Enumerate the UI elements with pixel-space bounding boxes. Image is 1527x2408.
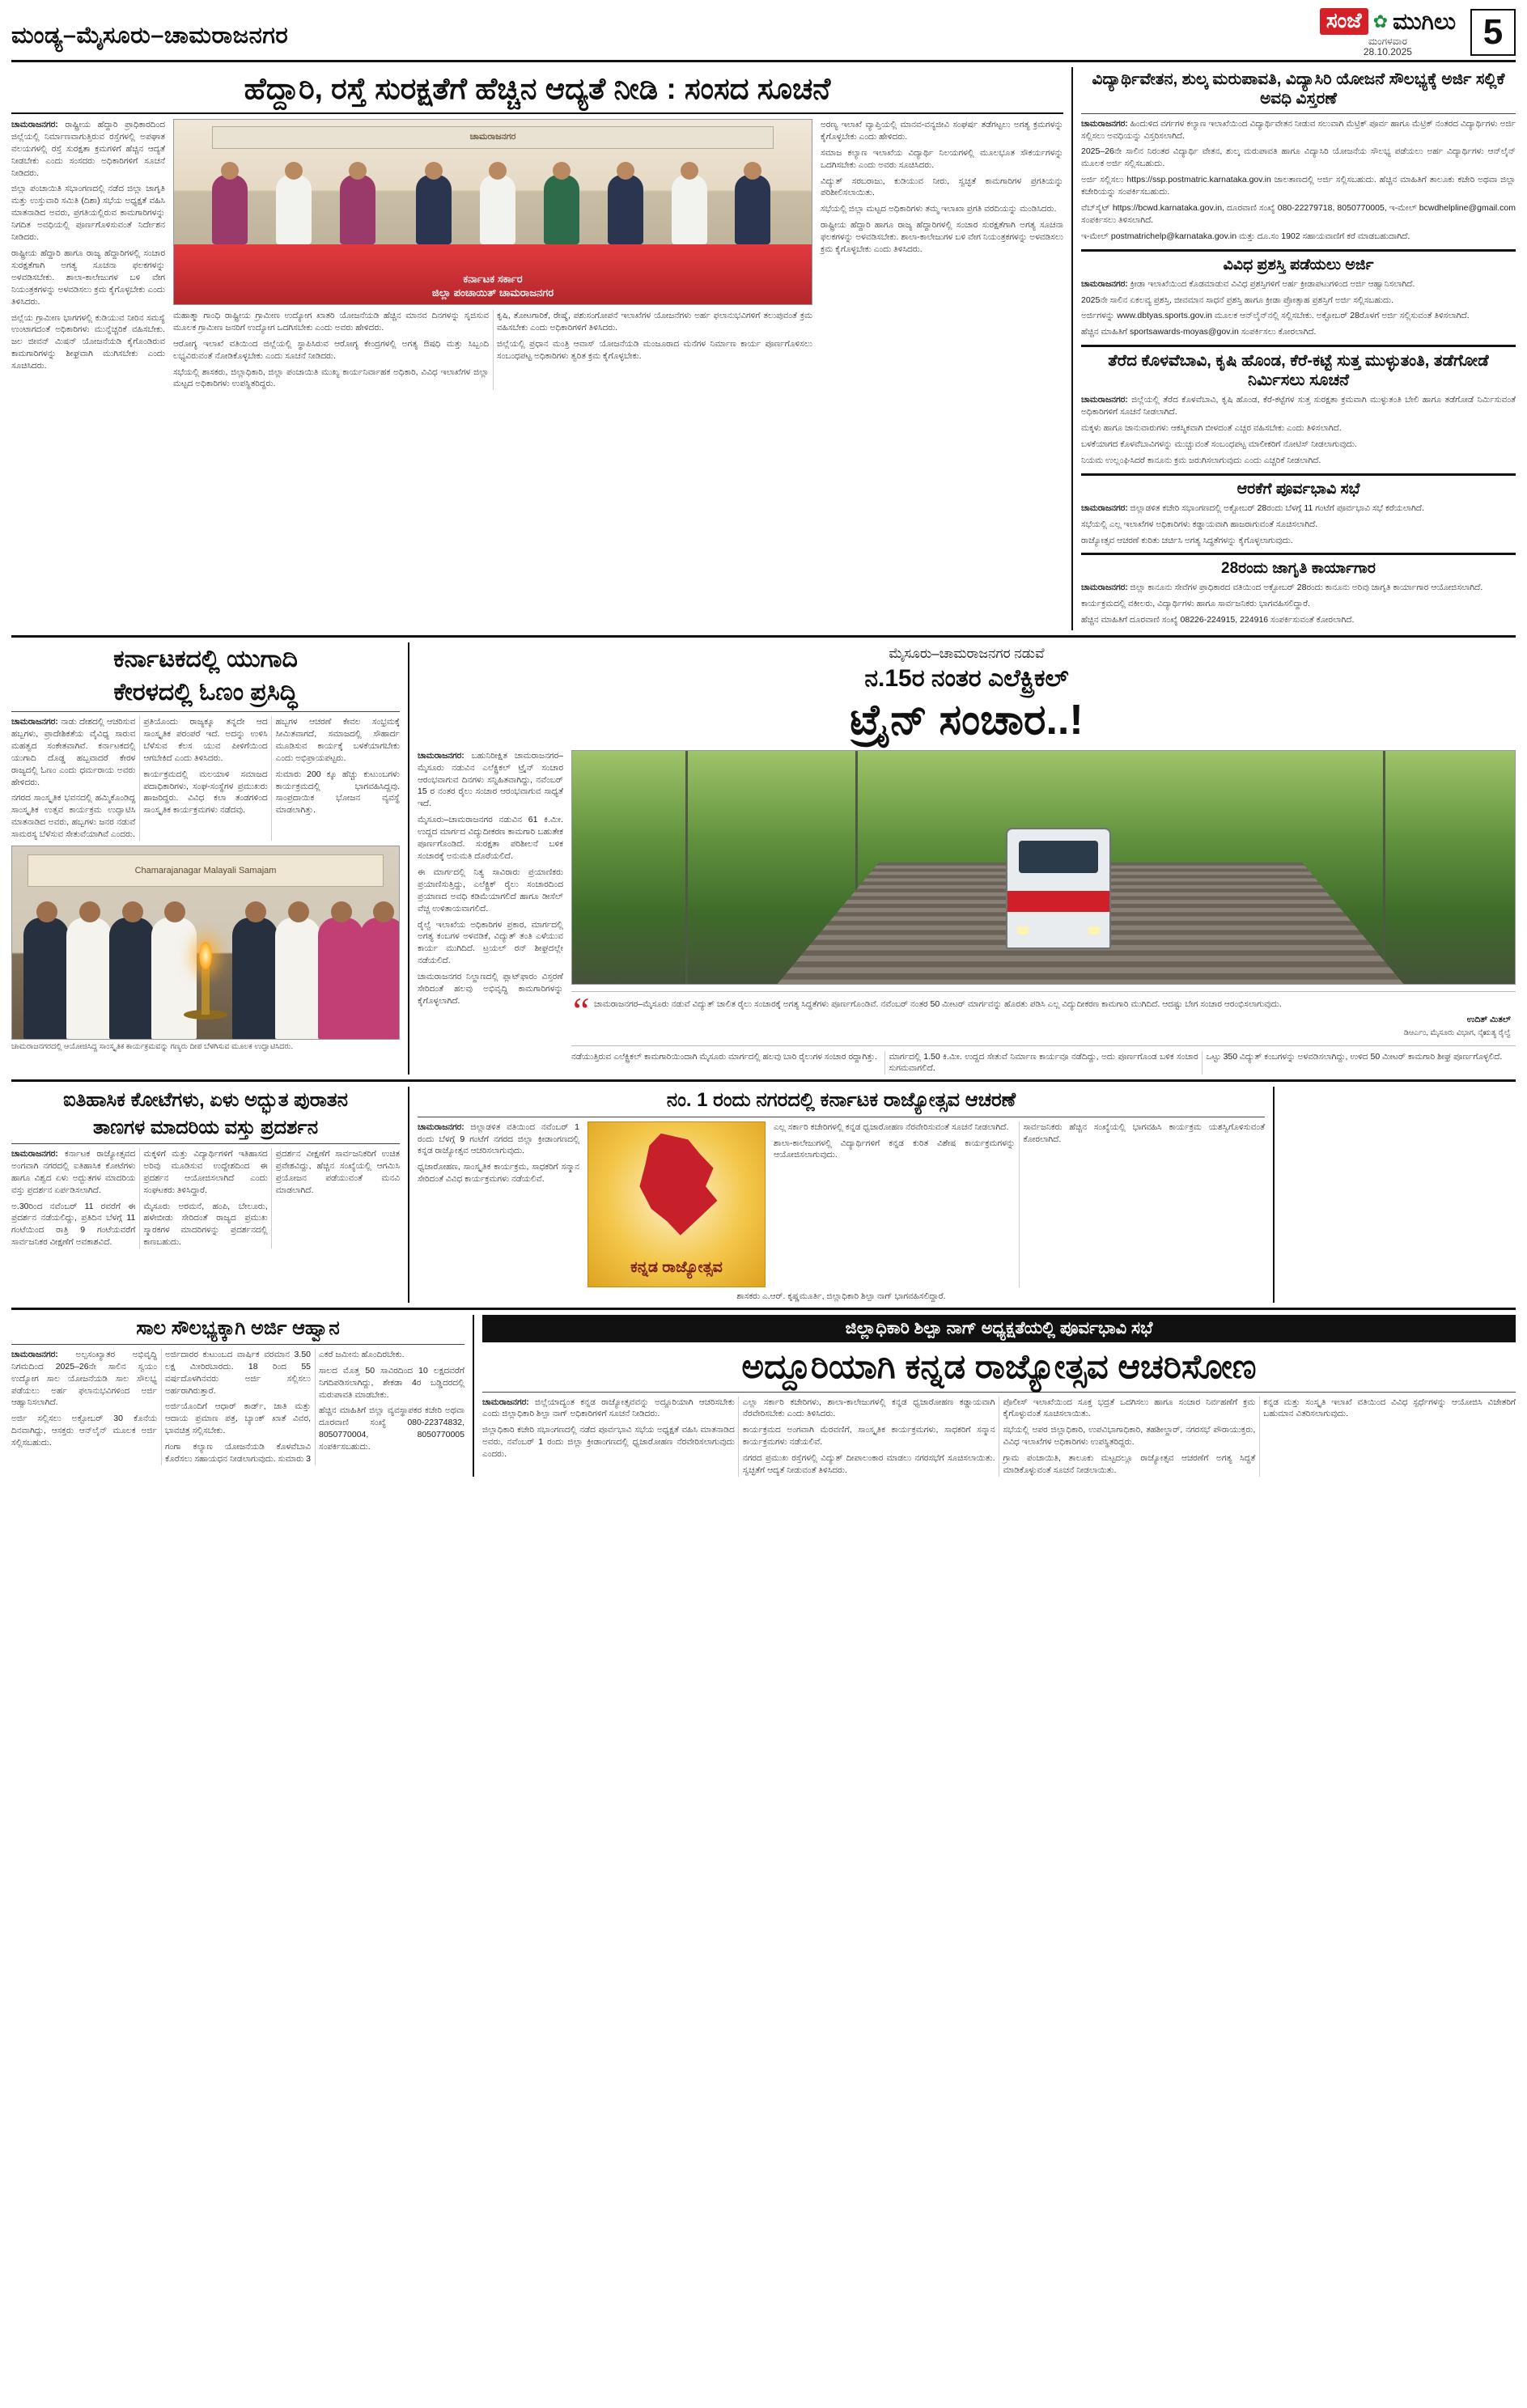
- lead-para-6-dup: ರಾಷ್ಟ್ರೀಯ ಹೆದ್ದಾರಿ ಹಾಗೂ ರಾಜ್ಯ ಹೆದ್ದಾರಿಗಳಲ್ಲಿ ಸಂಚಾರ ಸುರಕ್ಷತೆಗಾಗಿ ಅಗತ್ಯ ಸೂಚನಾ ಫಲಕಗಳನ್ನು ಅಳವಡಿಸಬೇಕು. ಶಾಲಾ-ಕಾಲೇಜುಗಳ ಬಳಿ ವೇಗ ನಿಯಂತ್ರಕಗಳನ್ನು ಅಳವಡಿಸಲು ಕ್ರಮ ಕೈಗೊಳ್ಳಬೇಕು ಎಂದು ತಿಳಿಸಿದರು.: [821, 220, 1063, 255]
- lead-para-3: ಜಿಲ್ಲೆಯ ಗ್ರಾಮೀಣ ಭಾಗಗಳಲ್ಲಿ ಕುಡಿಯುವ ನೀರಿನ ಸಮಸ್ಯೆ ಉಂಟಾಗದಂತೆ ಅಧಿಕಾರಿಗಳು ಮುನ್ನೆಚ್ಚರಿಕೆ ವಹಿಸಬೇಕು. ಜಲ ಜೀವನ್ ಮಿಷನ್ ಯೋಜನೆಯಡಿ ಕೈಗೊಂಡಿರುವ ಕಾಮಗಾರಿಗಳನ್ನು ಶೀಘ್ರವಾಗಿ ಮುಗಿಸಬೇಕು ಎಂದು ಸೂಚಿಸಿದರು.: [11, 312, 165, 371]
- train-para-1: ಮೈಸೂರು–ಚಾಮರಾಜನಗರ ನಡುವಿನ 61 ಕಿ.ಮೀ. ಉದ್ದದ ಮಾರ್ಗದ ವಿದ್ಯುದೀಕರಣ ಕಾಮಗಾರಿ ಬಹುತೇಕ ಪೂರ್ಣಗೊಂಡಿದೆ. ಸುರಕ್ಷತಾ ಪರಿಶೀಲನೆ ಬಳಿಕ ಸಂಚಾರಕ್ಕೆ ಅನುಮತಿ ದೊರೆಯಲಿದೆ.: [418, 815, 563, 861]
- bottom-right-band: ಜಿಲ್ಲಾಧಿಕಾರಿ ಶಿಲ್ಪಾ ನಾಗ್ ಅಧ್ಯಕ್ಷತೆಯಲ್ಲಿ ಪೂರ್ವಭಾವಿ ಸಭೆ: [482, 1315, 1516, 1342]
- lead-para-0: ರಾಷ್ಟ್ರೀಯ ಹೆದ್ದಾರಿ ಪ್ರಾಧಿಕಾರದಿಂದ ಜಿಲ್ಲೆಯಲ್ಲಿ ನಿರ್ಮಾಣವಾಗುತ್ತಿರುವ ರಸ್ತೆಗಳಲ್ಲಿ ಅಪಘಾತ ವಲಯಗಳಲ್ಲಿ ರಸ್ತೆ ಸುರಕ್ಷತಾ ಕ್ರಮಗಳಿಗೆ ಹೆಚ್ಚಿನ ಆದ್ಯತೆ ನೀಡಬೇಕು ಎಂದು ಸಂಸದರು ಅಧಿಕಾರಿಗಳಿಗೆ ಸೂಚನೆ ನೀಡಿದರು.: [11, 119, 166, 178]
- bottom-right-dateline: ಚಾಮರಾಜನಗರ:: [482, 1397, 529, 1407]
- sidebar-item5-para-1: ಕಾರ್ಯಕ್ರಮದಲ್ಲಿ ವಕೀಲರು, ವಿದ್ಯಾರ್ಥಿಗಳು ಹಾಗೂ ಸಾರ್ವಜನಿಕರು ಭಾಗವಹಿಸಲಿದ್ದಾರೆ.: [1081, 599, 1310, 609]
- train-graphic: [1006, 828, 1111, 949]
- bottom-left-story: [11, 1315, 464, 1477]
- sidebar-item3-dateline: ಚಾಮರಾಜನಗರ:: [1081, 395, 1128, 405]
- train-pullquote: [571, 991, 1516, 1046]
- train-headline-line1: ನ.15ರ ನಂತರ ಎಲೆಕ್ಟ್ರಿಕಲ್: [864, 665, 1069, 692]
- bottom-right-para-8: ಕನ್ನಡ ಮತ್ತು ಸಂಸ್ಕೃತಿ ಇಲಾಖೆ ವತಿಯಿಂದ ವಿವಿಧ ಸ್ಪರ್ಧೆಗಳನ್ನು ಆಯೋಜಿಸಿ ವಿಜೇತರಿಗೆ ಬಹುಮಾನ ವಿತರಿಸಲಾಗುವುದು.: [1263, 1397, 1516, 1419]
- train-para-0: ಬಹುನಿರೀಕ್ಷಿತ ಚಾಮರಾಜನಗರ–ಮೈಸೂರು ನಡುವಿನ ಎಲೆಕ್ಟ್ರಿಕಲ್ ಟ್ರೈನ್ ಸಂಚಾರ ಆರಂಭವಾಗುವ ದಿನಗಳು ಸನ್ನಿಹಿತವಾಗಿದ್ದು, ನವೆಂಬರ್ 15 ರ ನಂತರ ರೈಲು ಸಂಚಾರ ಆರಂಭವಾಗುವ ಸಾಧ್ಯತೆ ಇದೆ.: [418, 750, 564, 809]
- bottom-right-para-2: ಎಲ್ಲಾ ಸರ್ಕಾರಿ ಕಚೇರಿಗಳು, ಶಾಲಾ-ಕಾಲೇಜುಗಳಲ್ಲಿ ಕನ್ನಡ ಧ್ವಜಾರೋಹಣ ಕಡ್ಡಾಯವಾಗಿ ನೆರವೇರಿಸಬೇಕು ಎಂದು ತಿಳಿಸಿದರು.: [742, 1397, 995, 1419]
- lead-para-1: ಜಿಲ್ಲಾ ಪಂಚಾಯಿತಿ ಸಭಾಂಗಣದಲ್ಲಿ ನಡೆದ ಜಿಲ್ಲಾ ಜಾಗೃತಿ ಮತ್ತು ಉಸ್ತುವಾರಿ ಸಮಿತಿ (ದಿಶಾ) ಸಭೆಯ ಅಧ್ಯಕ್ಷತೆ ವಹಿಸಿ ಮಾತನಾಡಿದ ಅವರು, ಪ್ರಗತಿಯಲ್ಲಿರುವ ಕಾಮಗಾರಿಗಳನ್ನು ನಿಗದಿತ ಅವಧಿಯಲ್ಲಿ ಪೂರ್ಣಗೊಳಿಸುವಂತೆ ನಿರ್ದೇಶನ ನೀಡಿದರು.: [11, 184, 165, 243]
- yugadi-para-1: ನಗರದ ಸಾಂಸ್ಕೃತಿಕ ಭವನದಲ್ಲಿ ಹಮ್ಮಿಕೊಂಡಿದ್ದ ಸಾಂಸ್ಕೃತಿಕ ಉತ್ಸವ ಕಾರ್ಯಕ್ರಮ ಉದ್ಘಾಟಿಸಿ ಮಾತನಾಡಿದ ಅವರು, ಹಬ್ಬಗಳು ಜನರ ನಡುವೆ ಸಾಮರಸ್ಯ ಬೆಳೆಸುವ ಸೇತುವೆಯಾಗಿವೆ ಎಂದರು.: [11, 793, 136, 840]
- sidebar-item2-body: [1081, 278, 1516, 339]
- bottom-left-body: [11, 1349, 464, 1465]
- exhibit-para-4: ಪ್ರದರ್ಶನ ವೀಕ್ಷಣೆಗೆ ಸಾರ್ವಜನಿಕರಿಗೆ ಉಚಿತ ಪ್ರವೇಶವಿದ್ದು, ಹೆಚ್ಚಿನ ಸಂಖ್ಯೆಯಲ್ಲಿ ಆಗಮಿಸಿ ಪ್ರಯೋಜನ ಪಡೆಯುವಂತೆ ಮನವಿ ಮಾಡಲಾಗಿದೆ.: [275, 1148, 400, 1195]
- train-photo: [571, 750, 1516, 985]
- train-kicker: ಮೈಸೂರು–ಚಾಮರಾಜನಗರ ನಡುವೆ: [889, 646, 1045, 661]
- sidebar-item4-para-2: ರಾಜ್ಯೋತ್ಸವ ಆಚರಣೆ ಕುರಿತು ಚರ್ಚಿಸಿ ಅಗತ್ಯ ಸಿದ್ಧತೆಗಳನ್ನು ಕೈಗೊಳ್ಳಲಾಗುವುದು.: [1081, 535, 1293, 545]
- sidebar-item4-headline: ಆರಕೆಗೆ ಪೂರ್ವಭಾವಿ ಸಭೆ: [1236, 480, 1360, 498]
- rajyotsava-para-1: ಧ್ವಜಾರೋಹಣ, ಸಾಂಸ್ಕೃತಿಕ ಕಾರ್ಯಕ್ರಮ, ಸಾಧಕರಿಗೆ ಸನ್ಮಾನ ಸೇರಿದಂತೆ ವಿವಿಧ ಕಾರ್ಯಕ್ರಮಗಳು ನಡೆಯಲಿವೆ.: [418, 1162, 579, 1185]
- bottom-right-para-1: ಜಿಲ್ಲಾಧಿಕಾರಿ ಕಚೇರಿ ಸಭಾಂಗಣದಲ್ಲಿ ನಡೆದ ಪೂರ್ವಭಾವಿ ಸಭೆಯ ಅಧ್ಯಕ್ಷತೆ ವಹಿಸಿ ಮಾತನಾಡಿದ ಅವರು, ನವೆಂಬರ್ 1 ರಂದು ಜಿಲ್ಲಾ ಕ್ರೀಡಾಂಗಣದಲ್ಲಿ ಧ್ವಜಾರೋಹಣ ನೆರವೇರಿಸಲಾಗುವುದು ಎಂದರು.: [482, 1425, 735, 1460]
- photo-table-line-1: ಕರ್ನಾಟಕ ಸರ್ಕಾರ: [463, 273, 523, 286]
- sidebar-item1-para-1: 2025–26ನೇ ಸಾಲಿನ ನಿರಂತರ ವಿದ್ಯಾರ್ಥಿ ವೇತನ, ಶುಲ್ಕ ಮರುಪಾವತಿ ಹಾಗೂ ವಿದ್ಯಾಸಿರಿ ಯೋಜನೆಯ ಸೌಲಭ್ಯ ಪಡೆಯಲು ಅರ್ಹ ವಿದ್ಯಾರ್ಥಿಗಳು ಆನ್‌ಲೈನ್ ಮೂಲಕ ಅರ್ಜಿ ಸಲ್ಲಿಸಬಹುದು.: [1081, 146, 1516, 169]
- sidebar-item2-dateline: ಚಾಮರಾಜನಗರ:: [1081, 278, 1128, 289]
- exhibit-body: [11, 1148, 400, 1249]
- sidebar-item3-para-3: ನಿಯಮ ಉಲ್ಲಂಘಿಸಿದರೆ ಕಾನೂನು ಕ್ರಮ ಜರುಗಿಸಲಾಗುವುದು ಎಂದು ಎಚ್ಚರಿಕೆ ನೀಡಲಾಗಿದೆ.: [1081, 456, 1321, 466]
- lead-col-2-text: [173, 310, 812, 390]
- bottom-right-para-6: ಸಭೆಯಲ್ಲಿ ಅಪರ ಜಿಲ್ಲಾಧಿಕಾರಿ, ಉಪವಿಭಾಗಾಧಿಕಾರಿ, ತಹಶೀಲ್ದಾರ್, ನಗರಸಭೆ ಪೌರಾಯುಕ್ತರು, ವಿವಿಧ ಇಲಾಖೆಗಳ ಅಧಿಕಾರಿಗಳು ಉಪಸ್ಥಿತರಿದ್ದರು.: [1003, 1425, 1256, 1448]
- rajyotsava-para-3: ಶಾಲಾ-ಕಾಲೇಜುಗಳಲ್ಲಿ ವಿದ್ಯಾರ್ಥಿಗಳಿಗೆ ಕನ್ನಡ ಕುರಿತ ವಿಶೇಷ ಕಾರ್ಯಕ್ರಮಗಳನ್ನು ಆಯೋಜಿಸಲಾಗುವುದು.: [774, 1138, 1016, 1160]
- exhibit-headline-line2: ತಾಣಗಳ ಮಾದರಿಯ ವಸ್ತು ಪ್ರದರ್ಶನ: [92, 1116, 319, 1138]
- sidebar-item3-para-0: ಜಿಲ್ಲೆಯಲ್ಲಿ ತೆರೆದ ಕೊಳವೆಬಾವಿ, ಕೃಷಿ ಹೊಂಡ, ಕೆರೆ-ಕಟ್ಟೆಗಳ ಸುತ್ತ ಸುರಕ್ಷತಾ ಕ್ರಮವಾಗಿ ಮುಳ್ಳುತಂತಿ ಬೇಲಿ ಹಾಗೂ ತಡೆಗೋಡೆ ನಿರ್ಮಿಸುವಂತೆ ಅಧಿಕಾರಿಗಳಿಗೆ ಸೂಚನೆ ನೀಡಲಾಗಿದೆ.: [1081, 395, 1516, 418]
- lamp-photo-banner: Chamarajanagar Malayali Samajam: [28, 854, 384, 887]
- page-number: 5: [1470, 9, 1516, 56]
- bottom-right-story: [473, 1315, 1516, 1477]
- train-colpara-0: ನಡೆಯುತ್ತಿರುವ ಎಲೆಕ್ಟ್ರಿಕಲ್ ಕಾಮಗಾರಿಯಿಂದಾಗಿ ಮೈಸೂರು ಮಾರ್ಗದಲ್ಲಿ ಹಲವು ಬಾರಿ ರೈಲುಗಳ ಸಂಚಾರ ರದ್ದಾಗಿತ್ತು.: [571, 1051, 877, 1062]
- yugadi-para-2: ಪ್ರತಿಯೊಂದು ರಾಜ್ಯಕ್ಕೂ ತನ್ನದೇ ಆದ ಸಾಂಸ್ಕೃತಿಕ ಪರಂಪರೆ ಇದೆ. ಅದನ್ನು ಉಳಿಸಿ ಬೆಳೆಸುವ ಕೆಲಸ ಯುವ ಪೀಳಿಗೆಯಿಂದ ಆಗಬೇಕಿದೆ ಎಂದು ತಿಳಿಸಿದರು.: [143, 717, 268, 763]
- lead-para-2: ರಾಷ್ಟ್ರೀಯ ಹೆದ್ದಾರಿ ಹಾಗೂ ರಾಜ್ಯ ಹೆದ್ದಾರಿಗಳಲ್ಲಿ ಸಂಚಾರ ಸುರಕ್ಷತೆಗಾಗಿ ಅಗತ್ಯ ಸೂಚನಾ ಫಲಕಗಳನ್ನು ಅಳವಡಿಸಬೇಕು. ಶಾಲಾ-ಕಾಲೇಜುಗಳ ಬಳಿ ವೇಗ ನಿಯಂತ್ರಕಗಳನ್ನು ಅಳವಡಿಸಲು ಕ್ರಮ ಕೈಗೊಳ್ಳಬೇಕು ಎಂದು ತಿಳಿಸಿದರು.: [11, 248, 165, 307]
- bottom-right-para-7: ಗ್ರಾಮ ಪಂಚಾಯಿತಿ, ತಾಲೂಕು ಮಟ್ಟದಲ್ಲೂ ರಾಜ್ಯೋತ್ಸವ ಆಚರಣೆಗೆ ಅಗತ್ಯ ಸಿದ್ಧತೆ ಮಾಡಿಕೊಳ್ಳುವಂತೆ ಸೂಚನೆ ನೀಡಲಾಯಿತು.: [1003, 1453, 1256, 1476]
- bottom-right-para-4: ನಗರದ ಪ್ರಮುಖ ರಸ್ತೆಗಳಲ್ಲಿ ವಿದ್ಯುತ್ ದೀಪಾಲಂಕಾರ ಮಾಡಲು ನಗರಸಭೆಗೆ ಸೂಚಿಸಲಾಯಿತು. ಸ್ವಚ್ಛತೆಗೆ ಆದ್ಯತೆ ನೀಡುವಂತೆ ತಿಳಿಸಿದರು.: [742, 1453, 995, 1476]
- bottom-right-para-3: ಕಾರ್ಯಕ್ರಮದ ಅಂಗವಾಗಿ ಮೆರವಣಿಗೆ, ಸಾಂಸ್ಕೃತಿಕ ಕಾರ್ಯಕ್ರಮಗಳು, ಸಾಧಕರಿಗೆ ಸನ್ಮಾನ ಕಾರ್ಯಕ್ರಮಗಳು ನಡೆಯಲಿವೆ.: [742, 1425, 995, 1448]
- lead-col-2: [173, 119, 812, 390]
- lead-col2-para-1: ಜಿಲ್ಲೆಯಲ್ಲಿ ಪ್ರಧಾನ ಮಂತ್ರಿ ಆವಾಸ್ ಯೋಜನೆಯಡಿ ಮಂಜೂರಾದ ಮನೆಗಳ ನಿರ್ಮಾಣ ಕಾರ್ಯ ಪೂರ್ಣಗೊಳಿಸಲು ಸಂಬಂಧಪಟ್ಟ ಅಧಿಕಾರಿಗಳು ತ್ವರಿತ ಕ್ರಮ ಕೈಗೊಳ್ಳಬೇಕು.: [497, 338, 812, 361]
- bottom-right-body: [482, 1397, 1516, 1477]
- yugadi-body: [11, 716, 400, 841]
- sidebar-item2-para-0: ಕ್ರೀಡಾ ಇಲಾಖೆಯಿಂದ ಕೊಡಮಾಡುವ ವಿವಿಧ ಪ್ರಶಸ್ತಿಗಳಿಗೆ ಅರ್ಹ ಕ್ರೀಡಾಪಟುಗಳಿಂದ ಅರ್ಜಿ ಆಹ್ವಾನಿಸಲಾಗಿದೆ.: [1130, 278, 1415, 289]
- sidebar-lower-spacer: [1273, 1087, 1516, 1302]
- lead-col2-para-5: ಸಭೆಯಲ್ಲಿ ಜಿಲ್ಲಾ ಮಟ್ಟದ ಅಧಿಕಾರಿಗಳು ತಮ್ಮ ಇಲಾಖಾ ಪ್ರಗತಿ ವರದಿಯನ್ನು ಮಂಡಿಸಿದರು.: [821, 204, 1057, 214]
- yugadi-headline-line1: ಕರ್ನಾಟಕದಲ್ಲಿ ಯುಗಾದಿ: [113, 646, 298, 672]
- top-section: [11, 67, 1516, 630]
- sidebar-item1-para-3: ವೆಬ್‌ಸೈಟ್ https://bcwd.karnataka.gov.in, ದೂರವಾಣಿ ಸಂಖ್ಯೆ 080-22279718, 8050770005, ಇ-ಮೇಲ್ bcwdhelpline@gmail.com ಸಂಪರ್ಕಿಸಲು ತಿಳಿಸಲಾಗಿದೆ.: [1081, 203, 1516, 226]
- sidebar-item1-dateline: ಚಾಮರಾಜನಗರ:: [1081, 118, 1128, 129]
- leaf-icon: ✿: [1372, 11, 1389, 32]
- brand-block: [1320, 8, 1456, 57]
- sidebar-item4-para-1: ಸಭೆಯಲ್ಲಿ ಎಲ್ಲ ಇಲಾಖೆಗಳ ಅಧಿಕಾರಿಗಳು ಕಡ್ಡಾಯವಾಗಿ ಹಾಜರಾಗುವಂತೆ ಸೂಚಿಸಲಾಗಿದೆ.: [1081, 519, 1318, 529]
- lead-body: [11, 119, 1063, 390]
- sidebar-item5-para-0: ಜಿಲ್ಲಾ ಕಾನೂನು ಸೇವೆಗಳ ಪ್ರಾಧಿಕಾರದ ವತಿಯಿಂದ ಅಕ್ಟೋಬರ್ 28ರಂದು ಕಾನೂನು ಅರಿವು ಜಾಗೃತಿ ಕಾರ್ಯಾಗಾರ ಆಯೋಜಿಸಲಾಗಿದೆ.: [1130, 583, 1483, 593]
- meeting-photo: [173, 119, 812, 305]
- lamp-lighting-photo: [11, 846, 400, 1040]
- sidebar-item2-headline: ವಿವಿಧ ಪ್ರಶಸ್ತಿ ಪಡೆಯಲು ಅರ್ಜಿ: [1223, 256, 1374, 273]
- bottom-left-dateline: ಚಾಮರಾಜನಗರ:: [11, 1349, 58, 1359]
- karnataka-map-shape: [628, 1134, 725, 1236]
- bottom-left-para-6: ಹೆಚ್ಚಿನ ಮಾಹಿತಿಗೆ ಜಿಲ್ಲಾ ವ್ಯವಸ್ಥಾಪಕರ ಕಚೇರಿ ಅಥವಾ ದೂರವಾಣಿ ಸಂಖ್ಯೆ 080-22374832, 8050770004, 8050770005 ಸಂಪರ್ಕಿಸಬಹುದು.: [319, 1405, 464, 1452]
- rajyotsava-no1-headline: ನಂ. 1 ರಂದು ನಗರದಲ್ಲಿ ಕರ್ನಾಟಕ ರಾಜ್ಯೋತ್ಸವ ಆಚರಣೆ: [666, 1089, 1016, 1112]
- third-section: [11, 1087, 1516, 1302]
- train-para-2: ಈ ಮಾರ್ಗದಲ್ಲಿ ನಿತ್ಯ ಸಾವಿರಾರು ಪ್ರಯಾಣಿಕರು ಪ್ರಯಾಣಿಸುತ್ತಿದ್ದು, ಎಲೆಕ್ಟ್ರಿಕ್ ರೈಲು ಸಂಚಾರದಿಂದ ಪ್ರಯಾಣದ ಅವಧಿ ಕಡಿಮೆಯಾಗಲಿದೆ ಹಾಗೂ ಡೀಸೆಲ್ ವೆಚ್ಚ ಉಳಿತಾಯವಾಗಲಿದೆ.: [418, 867, 563, 914]
- story-yugadi: [11, 642, 400, 1075]
- middle-section: [11, 642, 1516, 1075]
- story-exhibit: [11, 1087, 400, 1302]
- brand-name-red: ಸಂಜೆ: [1320, 8, 1368, 35]
- lead-col2-para-2: ಅರಣ್ಯ ಇಲಾಖೆ ವ್ಯಾಪ್ತಿಯಲ್ಲಿ ಮಾನವ-ವನ್ಯಜೀವಿ ಸಂಘರ್ಷ ತಡೆಗಟ್ಟಲು ಅಗತ್ಯ ಕ್ರಮಗಳನ್ನು ಕೈಗೊಳ್ಳಬೇಕು ಎಂದು ಹೇಳಿದರು.: [821, 119, 1063, 142]
- story-train: [408, 642, 1516, 1075]
- rajyotsava-col-1: [418, 1121, 579, 1287]
- yugadi-para-4: ಹಬ್ಬಗಳ ಆಚರಣೆ ಕೇವಲ ಸಂಭ್ರಮಕ್ಕೆ ಸೀಮಿತವಾಗದೆ, ಸಮಾಜದಲ್ಲಿ ಸೌಹಾರ್ದ ಮೂಡಿಸುವ ಕಾರ್ಯಕ್ಕೆ ಬಳಕೆಯಾಗಬೇಕು ಎಂದು ಅಭಿಪ್ರಾಯಪಟ್ಟರು.: [275, 717, 400, 763]
- train-col-2-text: [571, 1051, 1516, 1075]
- bottom-left-para-0: ಅಲ್ಪಸಂಖ್ಯಾತರ ಅಭಿವೃದ್ಧಿ ನಿಗಮದಿಂದ 2025–26ನೇ ಸಾಲಿನ ಸ್ವಯಂ ಉದ್ಯೋಗ ಸಾಲ ಯೋಜನೆಯಡಿ ಸಾಲ ಸೌಲಭ್ಯ ಪಡೆಯಲು ಅರ್ಹ ಫಲಾನುಭವಿಗಳಿಂದ ಅರ್ಜಿ ಆಹ್ವಾನಿಸಲಾಗಿದೆ.: [11, 1349, 157, 1408]
- masthead-right: [1320, 8, 1516, 57]
- sidebar-item5-dateline: ಚಾಮರಾಜನಗರ:: [1081, 583, 1128, 593]
- photo-people: [174, 167, 812, 244]
- masthead-date: 28.10.2025: [1363, 45, 1412, 57]
- train-quote-role: ಡಿಆರ್ಎಂ, ಮೈಸೂರು ವಿಭಾಗ, ನೈಋತ್ಯ ರೈಲ್ವೆ: [1403, 1028, 1511, 1038]
- story-rajyotsava-no1: [408, 1087, 1265, 1302]
- rajyotsava-no1-body: [418, 1121, 1265, 1287]
- bottom-right-headline: ಅದ್ದೂರಿಯಾಗಿ ಕನ್ನಡ ರಾಜ್ಯೋತ್ಸವ ಆಚರಿಸೋಣ: [741, 1346, 1257, 1385]
- train-colpara-2: ಒಟ್ಟು 350 ವಿದ್ಯುತ್ ಕಂಬಗಳನ್ನು ಅಳವಡಿಸಲಾಗಿದ್ದು, ಉಳಿದ 50 ಮೀಟರ್ ಕಾಮಗಾರಿ ಶೀಘ್ರ ಪೂರ್ಣಗೊಳ್ಳಲಿದೆ.: [1206, 1051, 1503, 1062]
- exhibit-para-3: ಮೈಸೂರು ಅರಮನೆ, ಹಂಪಿ, ಬೇಲೂರು, ಹಳೇಬೀಡು ಸೇರಿದಂತೆ ರಾಜ್ಯದ ಪ್ರಮುಖ ಸ್ಮಾರಕಗಳ ಮಾದರಿಗಳನ್ನು ಪ್ರದರ್ಶನದಲ್ಲಿ ಕಾಣಬಹುದು.: [143, 1201, 268, 1248]
- masthead: [11, 8, 1516, 62]
- exhibit-para-2: ಮಕ್ಕಳಿಗೆ ಮತ್ತು ವಿದ್ಯಾರ್ಥಿಗಳಿಗೆ ಇತಿಹಾಸದ ಅರಿವು ಮೂಡಿಸುವ ಉದ್ದೇಶದಿಂದ ಈ ಪ್ರದರ್ಶನ ಆಯೋಜಿಸಲಾಗಿದೆ ಎಂದು ಸಂಘಟಕರು ತಿಳಿಸಿದ್ದಾರೆ.: [143, 1148, 268, 1195]
- sidebar-item4-dateline: ಚಾಮರಾಜನಗರ:: [1081, 502, 1128, 513]
- lead-col2-para-4: ವಿದ್ಯುತ್ ಸರಬರಾಜು, ಕುಡಿಯುವ ನೀರು, ಸ್ವಚ್ಛತೆ ಕಾಮಗಾರಿಗಳ ಪ್ರಗತಿಯನ್ನು ಪರಿಶೀಲಿಸಲಾಯಿತು.: [821, 176, 1063, 198]
- rajyotsava-map-col: [587, 1121, 766, 1287]
- bottom-right-para-0: ಜಿಲ್ಲೆಯಾದ್ಯಂತ ಕನ್ನಡ ರಾಜ್ಯೋತ್ಸವವನ್ನು ಅದ್ದೂರಿಯಾಗಿ ಆಚರಿಸಬೇಕು ಎಂದು ಜಿಲ್ಲಾಧಿಕಾರಿ ಶಿಲ್ಪಾ ನಾಗ್ ಅಧಿಕಾರಿಗಳಿಗೆ ಸೂಚನೆ ನೀಡಿದರು.: [482, 1397, 735, 1419]
- train-col-2: [571, 750, 1516, 1075]
- masthead-left: [11, 8, 288, 49]
- rajyotsava-para-0: ಜಿಲ್ಲಾಡಳಿತ ವತಿಯಿಂದ ನವೆಂಬರ್ 1 ರಂದು ಬೆಳಗ್ಗೆ 9 ಗಂಟೆಗೆ ನಗರದ ಜಿಲ್ಲಾ ಕ್ರೀಡಾಂಗಣದಲ್ಲಿ ಕನ್ನಡ ರಾಜ್ಯೋತ್ಸವ ಆಚರಿಸಲಾಗುವುದು.: [418, 1121, 579, 1156]
- rajyotsava-para-4: ಸಾರ್ವಜನಿಕರು ಹೆಚ್ಚಿನ ಸಂಖ್ಯೆಯಲ್ಲಿ ಭಾಗವಹಿಸಿ ಕಾರ್ಯಕ್ರಮ ಯಶಸ್ವಿಗೊಳಿಸುವಂತೆ ಕೋರಲಾಗಿದೆ.: [1023, 1121, 1265, 1144]
- bottom-left-headline: ಸಾಲ ಸೌಲಭ್ಯಕ್ಕಾಗಿ ಅರ್ಜಿ ಆಹ್ವಾನ: [136, 1316, 340, 1339]
- lead-para-4: ಮಹಾತ್ಮಾ ಗಾಂಧಿ ರಾಷ್ಟ್ರೀಯ ಗ್ರಾಮೀಣ ಉದ್ಯೋಗ ಖಾತರಿ ಯೋಜನೆಯಡಿ ಹೆಚ್ಚಿನ ಮಾನವ ದಿನಗಳನ್ನು ಸೃಜಿಸುವ ಮೂಲಕ ಗ್ರಾಮೀಣ ಜನರಿಗೆ ಉದ್ಯೋಗ ಒದಗಿಸಬೇಕು ಎಂದು ಅವರು ಹೇಳಿದರು.: [173, 310, 489, 333]
- train-para-4: ಚಾಮರಾಜನಗರ ನಿಲ್ದಾಣದಲ್ಲಿ ಪ್ಲಾಟ್‌ಫಾರಂ ವಿಸ್ತರಣೆ ಸೇರಿದಂತೆ ಹಲವು ಅಭಿವೃದ್ಧಿ ಕಾಮಗಾರಿಗಳನ್ನು ಕೈಗೊಳ್ಳಲಾಗಿದೆ.: [418, 972, 563, 1006]
- train-body: [418, 750, 1516, 1075]
- yugadi-para-0: ನಾಡು ದೇಶದಲ್ಲಿ ಆಚರಿಸುವ ಹಬ್ಬಗಳು, ಪ್ರಾದೇಶಿಕತೆಯ ವೈವಿಧ್ಯ ಸಾರುವ ಮಹತ್ವದ ಸಂಕೇತವಾಗಿವೆ. ಕರ್ನಾಟಕದಲ್ಲಿ ಯುಗಾದಿ ದೊಡ್ಡ ಹಬ್ಬವಾದರೆ ಕೇರಳ ರಾಜ್ಯದಲ್ಲಿ ಓಣಂ ಎಂದು ಧರ್ಮರಾಯ ಅವರು ಹೇಳಿದರು.: [11, 717, 136, 787]
- brand-name-dark: ಮುಗಿಲು: [1393, 8, 1456, 34]
- photo-table-text: [174, 273, 812, 299]
- sidebar-item1-para-2: ಅರ್ಜಿ ಸಲ್ಲಿಸಲು https://ssp.postmatric.karnataka.gov.in ಜಾಲತಾಣದಲ್ಲಿ ಅರ್ಜಿ ಸಲ್ಲಿಸಬಹುದು. ಹೆಚ್ಚಿನ ಮಾಹಿತಿಗೆ ತಾಲೂಕು ಕಚೇರಿ ಅಥವಾ ಜಿಲ್ಲಾ ಕಚೇರಿಯನ್ನು ಸಂಪರ್ಕಿಸಬಹುದು.: [1081, 175, 1516, 197]
- lead-col-1: [11, 119, 165, 390]
- train-dateline: ಚಾಮರಾಜನಗರ:: [418, 750, 464, 761]
- bottom-left-para-1: ಅರ್ಜಿ ಸಲ್ಲಿಸಲು ಅಕ್ಟೋಬರ್ 30 ಕೊನೆಯ ದಿನವಾಗಿದ್ದು, ಆಸಕ್ತರು ಆನ್‌ಲೈನ್ ಮೂಲಕ ಅರ್ಜಿ ಸಲ್ಲಿಸಬಹುದು.: [11, 1414, 157, 1448]
- sidebar-item3-para-2: ಬಳಕೆಯಾಗದ ಕೊಳವೆಬಾವಿಗಳನ್ನು ಮುಚ್ಚುವಂತೆ ಸಂಬಂಧಪಟ್ಟ ಮಾಲೀಕರಿಗೆ ನೋಟಿಸ್ ನೀಡಲಾಗುವುದು.: [1081, 439, 1357, 450]
- lead-dateline: ಚಾಮರಾಜನಗರ:: [11, 119, 58, 129]
- lead-col-3: [821, 119, 1063, 390]
- sidebar-item3-headline: ತೆರೆದ ಕೊಳವೆಬಾವಿ, ಕೃಷಿ ಹೊಂಡ, ಕೆರೆ-ಕಟ್ಟೆ ಸುತ್ತ ಮುಳ್ಳುತಂತಿ, ತಡೆಗೋಡೆ ನಿರ್ಮಿಸಲು ಸೂಚನೆ: [1108, 352, 1489, 389]
- sidebar-item2-para-3: ಹೆಚ್ಚಿನ ಮಾಹಿತಿಗೆ sportsawards-moyas@gov.in ಸಂಪರ್ಕಿಸಲು ಕೋರಲಾಗಿದೆ.: [1081, 327, 1317, 337]
- sidebar-item2-para-1: 2025ನೇ ಸಾಲಿನ ಏಕಲವ್ಯ ಪ್ರಶಸ್ತಿ, ಜೀವಮಾನ ಸಾಧನೆ ಪ್ರಶಸ್ತಿ ಹಾಗೂ ಕ್ರೀಡಾ ಪ್ರೋತ್ಸಾಹ ಪ್ರಶಸ್ತಿಗೆ ಅರ್ಜಿ ಸಲ್ಲಿಸಬಹುದು.: [1081, 295, 1394, 305]
- sidebar-item4-body: [1081, 502, 1516, 547]
- karnataka-map-graphic: [587, 1121, 766, 1287]
- bottom-left-para-3: ಅರ್ಜಿಯೊಂದಿಗೆ ಆಧಾರ್ ಕಾರ್ಡ್, ಜಾತಿ ಮತ್ತು ಆದಾಯ ಪ್ರಮಾಣ ಪತ್ರ, ಬ್ಯಾಂಕ್ ಖಾತೆ ವಿವರ, ಭಾವಚಿತ್ರ ಸಲ್ಲಿಸಬೇಕು.: [165, 1401, 311, 1436]
- sidebar-item5-headline: 28ರಂದು ಜಾಗೃತಿ ಕಾರ್ಯಾಗಾರ: [1221, 560, 1376, 578]
- exhibit-para-0: ಕರ್ನಾಟಕ ರಾಜ್ಯೋತ್ಸವದ ಅಂಗವಾಗಿ ನಗರದಲ್ಲಿ ಐತಿಹಾಸಿಕ ಕೋಟೆಗಳು ಹಾಗೂ ವಿಶ್ವದ ಏಳು ಅದ್ಭುತಗಳ ಮಾದರಿಯ ವಸ್ತು ಪ್ರದರ್ಶನ ಏರ್ಪಡಿಸಲಾಗಿದೆ.: [11, 1148, 136, 1195]
- masthead-weekday: ಮಂಗಳವಾರ: [1368, 36, 1407, 48]
- bottom-right-para-5: ಪೊಲೀಸ್ ಇಲಾಖೆಯಿಂದ ಸೂಕ್ತ ಭದ್ರತೆ ಒದಗಿಸಲು ಹಾಗೂ ಸಂಚಾರ ನಿರ್ವಹಣೆಗೆ ಕ್ರಮ ಕೈಗೊಳ್ಳುವಂತೆ ಸೂಚಿಸಲಾಯಿತು.: [1003, 1397, 1256, 1419]
- lead-col2-para-0: ಕೃಷಿ, ತೋಟಗಾರಿಕೆ, ರೇಷ್ಮೆ, ಪಶುಸಂಗೋಪನೆ ಇಲಾಖೆಗಳ ಯೋಜನೆಗಳು ಅರ್ಹ ಫಲಾನುಭವಿಗಳಿಗೆ ತಲುಪುವಂತೆ ಕ್ರಮ ವಹಿಸಬೇಕು ಎಂದು ಅಧಿಕಾರಿಗಳಿಗೆ ತಿಳಿಸಿದರು.: [497, 310, 812, 333]
- lead-headline: ಹೆದ್ದಾರಿ, ರಸ್ತೆ ಸುರಕ್ಷತೆಗೆ ಹೆಚ್ಚಿನ ಆದ್ಯತೆ ನೀಡಿ : ಸಂಸದ ಸೂಚನೆ: [244, 72, 831, 106]
- train-para-3: ರೈಲ್ವೆ ಇಲಾಖೆಯ ಅಧಿಕಾರಿಗಳ ಪ್ರಕಾರ, ಮಾರ್ಗದಲ್ಲಿ ಅಗತ್ಯ ಕಂಬಗಳ ಅಳವಡಿಕೆ, ವಿದ್ಯುತ್ ತಂತಿ ಎಳೆಯುವ ಕಾರ್ಯ ಮುಗಿದಿದೆ. ಟ್ರಯಲ್ ರನ್ ಶೀಘ್ರದಲ್ಲೇ ನಡೆಯಲಿದೆ.: [418, 919, 563, 966]
- yugadi-headline-line2: ಕೇರಳದಲ್ಲಿ ಓಣಂ ಪ್ರಸಿದ್ಧಿ: [113, 678, 298, 706]
- sidebar-item4-para-0: ಜಿಲ್ಲಾಡಳಿತ ಕಚೇರಿ ಸಭಾಂಗಣದಲ್ಲಿ ಅಕ್ಟೋಬರ್ 28ರಂದು ಬೆಳಗ್ಗೆ 11 ಗಂಟೆಗೆ ಪೂರ್ವಭಾವಿ ಸಭೆ ಕರೆಯಲಾಗಿದೆ.: [1130, 502, 1424, 513]
- sidebar-item5-para-2: ಹೆಚ್ಚಿನ ಮಾಹಿತಿಗೆ ದೂರವಾಣಿ ಸಂಖ್ಯೆ 08226-224915, 224916 ಸಂಪರ್ಕಿಸುವಂತೆ ಕೋರಲಾಗಿದೆ.: [1081, 615, 1355, 625]
- rajyotsava-para-2: ಎಲ್ಲ ಸರ್ಕಾರಿ ಕಚೇರಿಗಳಲ್ಲಿ ಕನ್ನಡ ಧ್ವಜಾರೋಹಣ ನೆರವೇರಿಸುವಂತೆ ಸೂಚನೆ ನೀಡಲಾಗಿದೆ.: [774, 1121, 1009, 1132]
- brand-row: [1320, 8, 1456, 35]
- lead-col2-para-3: ಸಮಾಜ ಕಲ್ಯಾಣ ಇಲಾಖೆಯ ವಿದ್ಯಾರ್ಥಿ ನಿಲಯಗಳಲ್ಲಿ ಮೂಲಭೂತ ಸೌಕರ್ಯಗಳನ್ನು ಒದಗಿಸಬೇಕು ಎಂದು ಅವರು ಸೂಚಿಸಿದರು.: [821, 147, 1063, 170]
- yugadi-para-5: ಸುಮಾರು 200 ಕ್ಕೂ ಹೆಚ್ಚು ಕುಟುಂಬಗಳು ಕಾರ್ಯಕ್ರಮದಲ್ಲಿ ಭಾಗವಹಿಸಿದ್ದವು. ಸಾಂಪ್ರದಾಯಿಕ ಭೋಜನ ವ್ಯವಸ್ಥೆ ಮಾಡಲಾಗಿತ್ತು.: [275, 769, 400, 816]
- exhibit-dateline: ಚಾಮರಾಜನಗರ:: [11, 1148, 58, 1159]
- bottom-section: [11, 1315, 1516, 1477]
- yugadi-dateline: ಚಾಮರಾಜನಗರ:: [11, 717, 58, 727]
- train-colpara-1: ಮಾರ್ಗದಲ್ಲಿ 1.50 ಕಿ.ಮೀ. ಉದ್ದದ ಸೇತುವೆ ನಿರ್ಮಾಣ ಕಾರ್ಯವೂ ನಡೆದಿದ್ದು, ಅದು ಪೂರ್ಣಗೊಂಡ ಬಳಿಕ ಸಂಚಾರ ಸುಗಮವಾಗಲಿದೆ.: [889, 1051, 1198, 1074]
- bottom-left-para-2: ಅರ್ಜಿದಾರರ ಕುಟುಂಬದ ವಾರ್ಷಿಕ ವರಮಾನ 3.50 ಲಕ್ಷ ಮೀರಿರಬಾರದು. 18 ರಿಂದ 55 ವರ್ಷದೊಳಗಿನವರು ಅರ್ಜಿ ಸಲ್ಲಿಸಲು ಅರ್ಹರಾಗಿರುತ್ತಾರೆ.: [165, 1349, 311, 1396]
- photo-banner-text: ಚಾಮರಾಜನಗರ: [212, 126, 773, 149]
- bottom-left-para-4: ಗಂಗಾ ಕಲ್ಯಾಣ ಯೋಜನೆಯಡಿ ಕೊಳವೆಬಾವಿ ಕೊರೆಸಲು ಸಹಾಯಧನ ನೀಡಲಾಗುವುದು. ಸುಮಾರು 3 ಎಕರೆ ಜಮೀನು ಹೊಂದಿರಬೇಕು.: [165, 1349, 405, 1465]
- photo-table-line-2: ಜಿಲ್ಲಾ ಪಂಚಾಯಿತ್ ಚಾಮರಾಜನಗರ: [431, 286, 554, 299]
- train-headline-line2: ಟ್ರೈನ್ ಸಂಚಾರ..!: [850, 696, 1084, 744]
- sidebar-item3-para-1: ಮಕ್ಕಳು ಹಾಗೂ ಜಾನುವಾರುಗಳು ಆಕಸ್ಮಿಕವಾಗಿ ಬೀಳದಂತೆ ಎಚ್ಚರ ವಹಿಸಬೇಕು ಎಂದು ತಿಳಿಸಲಾಗಿದೆ.: [1081, 423, 1342, 434]
- bottom-left-para-5: ಸಾಲದ ಮೊತ್ತ 50 ಸಾವಿರದಿಂದ 10 ಲಕ್ಷದವರೆಗೆ ನಿಗದಿಪಡಿಸಲಾಗಿದ್ದು, ಶೇಕಡಾ 4ರ ಬಡ್ಡಿದರದಲ್ಲಿ ಮರುಪಾವತಿ ಮಾಡಬೇಕು.: [319, 1365, 464, 1400]
- map-label: ಕನ್ನಡ ರಾಜ್ಯೋತ್ಸವ: [630, 1258, 723, 1276]
- sidebar-item1-headline: ವಿದ್ಯಾರ್ಥಿವೇತನ, ಶುಲ್ಕ ಮರುಪಾವತಿ, ವಿದ್ಯಾಸಿರಿ ಯೋಜನೆ ಸೌಲಭ್ಯಕ್ಕೆ ಅರ್ಜಿ ಸಲ್ಲಿಕೆ ಅವಧಿ ವಿಸ್ತರಣೆ: [1092, 70, 1505, 108]
- lead-para-6: ಸಭೆಯಲ್ಲಿ ಶಾಸಕರು, ಜಿಲ್ಲಾಧಿಕಾರಿ, ಜಿಲ್ಲಾ ಪಂಚಾಯಿತಿ ಮುಖ್ಯ ಕಾರ್ಯನಿರ್ವಾಹಕ ಅಧಿಕಾರಿ, ವಿವಿಧ ಇಲಾಖೆಗಳ ಜಿಲ್ಲಾ ಮಟ್ಟದ ಅಧಿಕಾರಿಗಳು ಉಪಸ್ಥಿತರಿದ್ದರು.: [173, 367, 489, 389]
- edition-title: ಮಂಡ್ಯ–ಮೈಸೂರು–ಚಾಮರಾಜನಗರ: [11, 23, 289, 49]
- sidebar-item1-para-4: ಇ-ಮೇಲ್ postmatrichelp@karnataka.gov.in ಮತ್ತು ದೂ.ಸಂ 1902 ಸಹಾಯವಾಣಿಗೆ ಕರೆ ಮಾಡಬಹುದಾಗಿದೆ.: [1081, 231, 1410, 241]
- sidebar-column: [1071, 67, 1516, 630]
- sidebar-item2-para-2: ಅರ್ಜಿಗಳನ್ನು www.dbtyas.sports.gov.in ಮೂಲಕ ಆನ್‌ಲೈನ್‌ನಲ್ಲಿ ಸಲ್ಲಿಸಬೇಕು. ಅಕ್ಟೋಬರ್ 28ರೊಳಗೆ ಅರ್ಜಿ ಸಲ್ಲಿಸುವಂತೆ ತಿಳಿಸಲಾಗಿದೆ.: [1081, 311, 1470, 321]
- sidebar-item1-body: [1081, 118, 1516, 243]
- sidebar-item1-para-0: ಹಿಂದುಳಿದ ವರ್ಗಗಳ ಕಲ್ಯಾಣ ಇಲಾಖೆಯಿಂದ ವಿದ್ಯಾರ್ಥಿವೇತನ ನೀಡುವ ಸಲುವಾಗಿ ಮೆಟ್ರಿಕ್ ಪೂರ್ವ ಹಾಗೂ ಮೆಟ್ರಿಕ್ ನಂತರದ ವಿದ್ಯಾರ್ಥಿಗಳು ಅರ್ಜಿ ಸಲ್ಲಿಸಲು ಅವಧಿಯನ್ನು ವಿಸ್ತರಿಸಲಾಗಿದೆ.: [1081, 118, 1516, 141]
- sidebar-item3-body: [1081, 394, 1516, 467]
- rajyotsava-col-2: [774, 1121, 1265, 1287]
- sidebar-item5-body: [1081, 582, 1516, 626]
- rajyotsava-signoff: ಶಾಸಕರು ಎ.ಆರ್. ಕೃಷ್ಣಮೂರ್ತಿ, ಜಿಲ್ಲಾಧಿಕಾರಿ ಶಿಲ್ಪಾ ನಾಗ್ ಭಾಗವಹಿಸಲಿದ್ದಾರೆ.: [736, 1291, 946, 1301]
- exhibit-para-1: ಅ.30ರಿಂದ ನವೆಂಬರ್ 11 ರವರೆಗೆ ಈ ಪ್ರದರ್ಶನ ನಡೆಯಲಿದ್ದು, ಪ್ರತಿದಿನ ಬೆಳಗ್ಗೆ 11 ಗಂಟೆಯಿಂದ ರಾತ್ರಿ 9 ಗಂಟೆಯವರೆಗೆ ಸಾರ್ವಜನಿಕರ ವೀಕ್ಷಣೆಗೆ ಅವಕಾಶವಿದೆ.: [11, 1201, 136, 1248]
- lead-story: [11, 67, 1063, 630]
- yugadi-para-3: ಕಾರ್ಯಕ್ರಮದಲ್ಲಿ ಮಲಯಾಳಿ ಸಮಾಜದ ಪದಾಧಿಕಾರಿಗಳು, ಸಂಘ-ಸಂಸ್ಥೆಗಳ ಪ್ರಮುಖರು ಹಾಜರಿದ್ದರು. ವಿವಿಧ ಕಲಾ ತಂಡಗಳಿಂದ ಸಾಂಸ್ಕೃತಿಕ ಕಾರ್ಯಕ್ರಮಗಳು ನಡೆದವು.: [143, 769, 268, 816]
- train-quote-author: ಉದಿತ್ ಮಿತಲ್: [1466, 1014, 1511, 1024]
- lead-para-5: ಆರೋಗ್ಯ ಇಲಾಖೆ ವತಿಯಿಂದ ಜಿಲ್ಲೆಯಲ್ಲಿ ಸ್ಥಾಪಿಸಿರುವ ಆರೋಗ್ಯ ಕೇಂದ್ರಗಳಲ್ಲಿ ಅಗತ್ಯ ಔಷಧಿ ಮತ್ತು ಸಿಬ್ಬಂದಿ ಲಭ್ಯವಿರುವಂತೆ ನೋಡಿಕೊಳ್ಳಬೇಕು ಎಂದು ಸೂಚನೆ ನೀಡಿದರು.: [173, 338, 489, 361]
- lamp-photo-caption: ಚಾಮರಾಜನಗರದಲ್ಲಿ ಆಯೋಜಿಸಿದ್ದ ಸಾಂಸ್ಕೃತಿಕ ಕಾರ್ಯಕ್ರಮವನ್ನು ಗಣ್ಯರು ದೀಪ ಬೆಳಗಿಸುವ ಮೂಲಕ ಉದ್ಘಾಟಿಸಿದರು.: [11, 1042, 294, 1052]
- rajyotsava-dateline: ಚಾಮರಾಜನಗರ:: [418, 1121, 464, 1132]
- exhibit-headline-line1: ಐತಿಹಾಸಿಕ ಕೋಟೆಗಳು, ಏಳು ಅದ್ಭುತ ಪುರಾತನ: [63, 1089, 348, 1112]
- train-quote-text: ಚಾಮರಾಜನಗರ–ಮೈಸೂರು ನಡುವೆ ವಿದ್ಯುತ್ ಚಾಲಿತ ರೈಲು ಸಂಚಾರಕ್ಕೆ ಅಗತ್ಯ ಸಿದ್ಧತೆಗಳು ಪೂರ್ಣಗೊಂಡಿವೆ. ನವೆಂಬರ್ ನಂತರ 50 ಮೀಟರ್ ಮಾರ್ಗವನ್ನು ಹೊರತು ಪಡಿಸಿ ಎಲ್ಲ ವಿದ್ಯುದೀಕರಣ ಕಾಮಗಾರಿ ಮುಗಿದಿದೆ. ಆದಷ್ಟು ಬೇಗ ಸಂಚಾರ ಆರಂಭಿಸಲಾಗುವುದು.: [594, 998, 1282, 1009]
- train-col-1: [418, 750, 563, 1075]
